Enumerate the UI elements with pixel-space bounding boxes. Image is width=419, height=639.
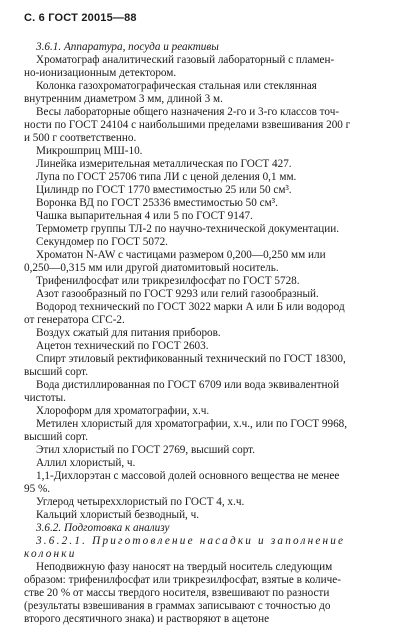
text-line: Воздух сжатый для питания приборов. bbox=[36, 327, 221, 339]
text-line: Хлороформ для хроматографии, х.ч. bbox=[36, 405, 210, 417]
page-header: С. 6 ГОСТ 20015—88 bbox=[24, 12, 137, 24]
text-line: Чашка выпарительная 4 или 5 по ГОСТ 9147. bbox=[36, 210, 253, 222]
text-line: Линейка измерительная металлическая по ГОСТ 427. bbox=[36, 158, 292, 170]
text-line: Метилен хлористый для хроматографии, х.ч., или по ГОСТ 9968, bbox=[36, 418, 348, 430]
text-line: внутренним диаметром 3 мм, длиной 3 м. bbox=[24, 93, 223, 105]
section-heading: 3.6.2. Подготовка к анализу bbox=[36, 522, 170, 534]
text-line: Азот газообразный по ГОСТ 9293 или гелий газообразный. bbox=[36, 288, 319, 300]
text-line: Микрошприц МШ-10. bbox=[36, 145, 143, 157]
text-line: 0,250—0,315 мм или другой диатомитовый носитель. bbox=[24, 262, 279, 274]
text-line: Хроматограф аналитический газовый лабораторный с пламен- bbox=[36, 54, 335, 66]
text-line: (результаты взвешивания в граммах записывают с точностью до bbox=[24, 600, 331, 612]
text-line: Хроматон N-AW с частицами размером 0,200—0,250 мм или bbox=[36, 249, 326, 261]
text-line: 95 %. bbox=[24, 483, 51, 495]
text-line: ности по ГОСТ 24104 с наибольшими пределами взвешивания 200 г bbox=[24, 119, 351, 131]
text-line: Цилиндр по ГОСТ 1770 вместимостью 25 или 50 см³. bbox=[36, 184, 292, 196]
subsection-heading: колонки bbox=[24, 548, 77, 560]
text-line: Углерод четыреххлористый по ГОСТ 4, х.ч. bbox=[36, 496, 245, 508]
text-line: второго десятичного знака) и растворяют в ацетоне bbox=[24, 613, 270, 625]
text-line: чистоты. bbox=[24, 392, 66, 404]
text-line: Спирт этиловый ректификованный технический по ГОСТ 18300, bbox=[36, 353, 346, 365]
text-line: Колонка газохроматографическая стальная или стеклянная bbox=[36, 80, 317, 92]
section-heading: 3.6.1. Аппаратура, посуда и реактивы bbox=[36, 41, 219, 53]
text-line: Термометр группы ТЛ-2 по научно-технической документации. bbox=[36, 223, 340, 235]
text-line: 1,1-Дихлорэтан с массовой долей основного вещества не менее bbox=[36, 470, 340, 482]
text-line: Воронка ВД по ГОСТ 25336 вместимостью 50 см³. bbox=[36, 197, 278, 209]
text-line: образом: трифенилфосфат или трикрезилфосфат, взятые в количе- bbox=[24, 574, 341, 586]
text-line: Ацетон технический по ГОСТ 2603. bbox=[36, 340, 209, 352]
text-line: стве 20 % от массы твердого носителя, взвешивают по разности bbox=[24, 587, 330, 599]
text-line: Лупа по ГОСТ 25706 типа ЛИ с ценой деления 0,1 мм. bbox=[36, 171, 297, 183]
text-line: но-ионизационным детектором. bbox=[24, 67, 177, 79]
text-line: Этил хлористый по ГОСТ 2769, высший сорт. bbox=[36, 444, 255, 456]
text-line: Вода дистиллированная по ГОСТ 6709 или вода эквивалентной bbox=[36, 379, 340, 391]
text-line: высший сорт. bbox=[24, 431, 88, 443]
text-line: и 500 г соответственно. bbox=[24, 132, 137, 144]
text-line: Трифенилфосфат или трикрезилфосфат по ГОСТ 5728. bbox=[36, 275, 300, 287]
text-line: Кальций хлористый безводный, ч. bbox=[36, 509, 200, 521]
text-line: Водород технический по ГОСТ 3022 марки А или Б или водород bbox=[36, 301, 345, 313]
text-line: Неподвижную фазу наносят на твердый носитель следующим bbox=[36, 561, 333, 573]
text-line: Аллил хлористый, ч. bbox=[36, 457, 136, 469]
text-line: Секундомер по ГОСТ 5072. bbox=[36, 236, 168, 248]
text-line: высший сорт. bbox=[24, 366, 88, 378]
text-line: Весы лабораторные общего назначения 2-го и 3-го классов точ- bbox=[36, 106, 340, 118]
text-line: от генератора СГС-2. bbox=[24, 314, 125, 326]
subsection-heading: 3.6.2.1. Приготовление насадки и заполнение bbox=[36, 535, 346, 547]
